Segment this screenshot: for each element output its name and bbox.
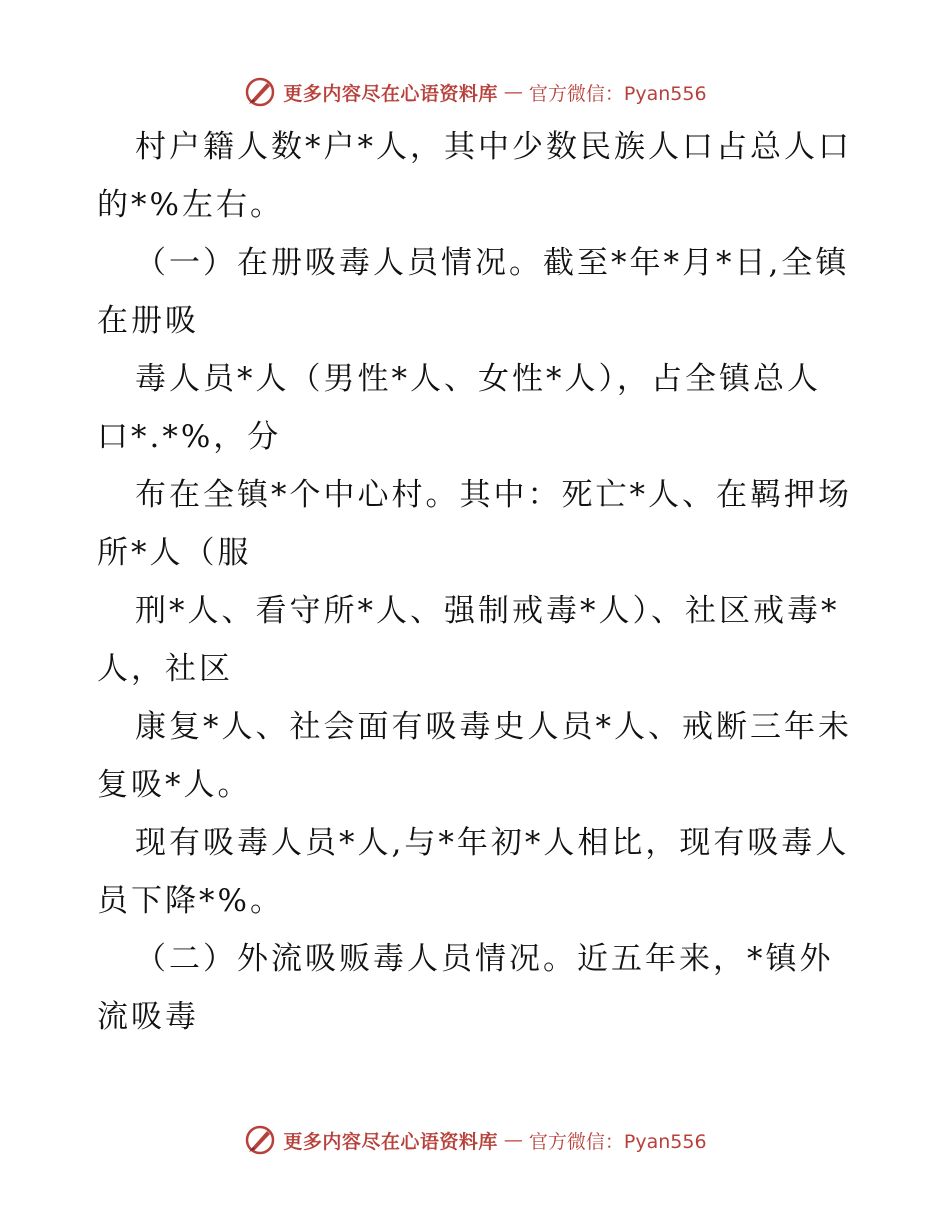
text-line: 流吸毒 (97, 999, 199, 1035)
quill-pen-logo-icon (243, 1123, 277, 1157)
document-body (97, 118, 857, 1046)
watermark-site: 更多内容尽在心语资料库 (283, 82, 498, 105)
text-line: 毒人员*人（男性*人、女性*人），占全镇总人 (135, 361, 821, 397)
watermark-site: 更多内容尽在心语资料库 (283, 1130, 498, 1153)
header-watermark (0, 72, 950, 112)
text-line: 布在全镇*个中心村。其中：死亡*人、在羁押场 (135, 477, 852, 513)
text-line: 村户籍人数*户*人，其中少数民族人口占总人口 (135, 129, 852, 165)
footer-watermark (0, 1120, 950, 1160)
watermark-dash: — (503, 1129, 523, 1151)
text-line: 人，社区 (97, 651, 233, 687)
text-line: 口*.*%，分 (97, 419, 282, 455)
text-line: 所*人（服 (97, 535, 252, 571)
text-line: （一）在册吸毒人员情况。截至*年*月*日,全镇 (135, 245, 850, 281)
text-line: 康复*人、社会面有吸毒史人员*人、戒断三年未 (135, 709, 852, 745)
text-line: 在册吸 (97, 303, 199, 339)
text-line: （二）外流吸贩毒人员情况。近五年来，*镇外 (135, 941, 834, 977)
watermark-dash: — (503, 81, 523, 103)
text-line: 刑*人、看守所*人、强制戒毒*人）、社区戒毒* (135, 593, 840, 629)
quill-pen-logo-icon (243, 75, 277, 109)
text-line: 现有吸毒人员*人,与*年初*人相比，现有吸毒人 (135, 825, 850, 861)
text-line: 复吸*人。 (97, 767, 252, 803)
text-line: 员下降*%。 (97, 883, 284, 919)
text-line: 的*%左右。 (97, 187, 284, 223)
watermark-wechat: 官方微信：Pyan556 (528, 1130, 707, 1153)
watermark-wechat: 官方微信：Pyan556 (528, 82, 707, 105)
